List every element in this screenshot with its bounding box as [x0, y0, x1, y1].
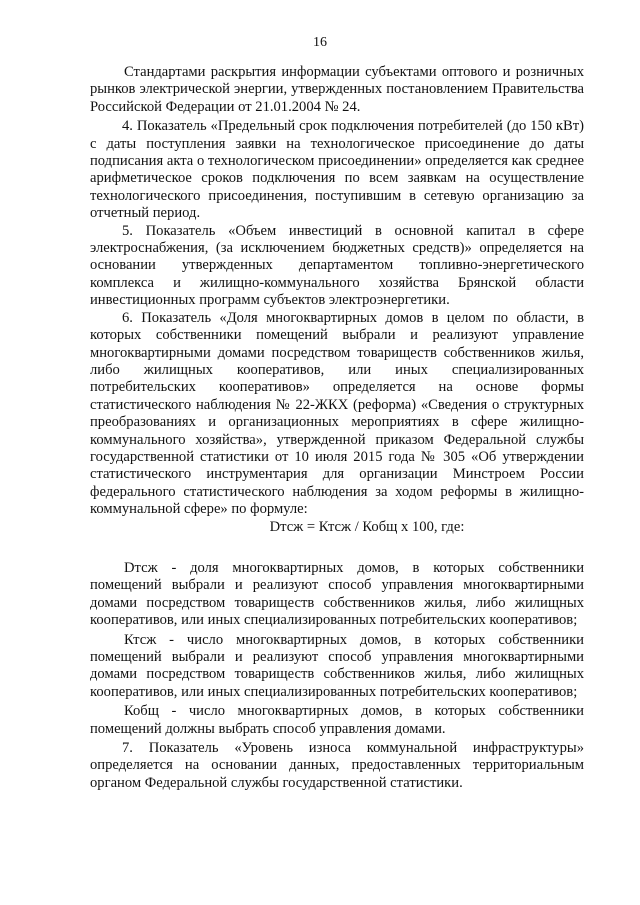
formula: Dтсж = Ктсж / Кобщ х 100, где:: [269, 518, 465, 535]
paragraph-indicator-7: 7. Показатель «Уровень износа коммунальной инфраструктуры» определяется на основании данных, предоставленных территориальным органом Федеральной службы государственной статистики.: [90, 740, 584, 791]
definition-dtszh: Dтсж - доля многоквартирных домов, в которых собственники помещений выбрали и реализуют способ управления многоквартирными домами посредством товариществ собственников жилья, либо жилищных кооперативов, или иных специализированных потребительских кооперативов;: [90, 559, 584, 629]
page-number: 16: [313, 35, 327, 50]
definition-ktszh: Ктсж - число многоквартирных домов, в которых собственники помещений выбрали и реализуют способ управления многоквартирными домами посредством товариществ собственников жилья, либо жилищных кооперативов, или иных специализированных потребительских кооперативов;: [90, 631, 584, 700]
definition-kobsh: Кобщ - число многоквартирных домов, в которых собственники помещений должны выбрать способ управления домами.: [90, 703, 584, 737]
paragraph-indicator-4: 4. Показатель «Предельный срок подключения потребителей (до 150 кВт) с даты поступления заявки на технологическое присоединение до даты подписания акта о технологическом присоединении» определяется как среднее арифметическое сроков подключения по всем заявкам на осуществление технологического присоединения, поступившим в сетевую организацию за отчетный период.: [90, 118, 584, 222]
document-body: [90, 64, 584, 792]
paragraph-standards: Стандартами раскрытия информации субъектами оптового и розничных рынков электрической энергии, утвержденных постановлением Правительства Российской Федерации от 21.01.2004 № 24.: [90, 64, 584, 115]
blank-gap: [90, 536, 584, 560]
paragraph-indicator-6: 6. Показатель «Доля многоквартирных домов в целом по области, в которых собственники помещений выбрали и реализуют управление многоквартирными домами посредством товариществ собственников жилья, либо жилищных кооперативов, или иных специализированных потребительских кооперативов» определяется на основе формы статистического наблюдения № 22-ЖКХ (реформа) «Сведения о структурных преобразованиях и организационных мероприятиях в сфере жилищно-коммунального хозяйства», утвержденной приказом Федеральной службы государственной статистики от 10 июля 2015 года № 305 «Об утверждении статистического инструментария для организации Минстроем России федерального статистического наблюдения за ходом реформы в жилищно-коммунальной сфере» по формуле:: [90, 309, 584, 518]
paragraph-indicator-5: 5. Показатель «Объем инвестиций в основной капитал в сфере электроснабжения, (за исключением бюджетных средств)» определяется на основании утвержденных департаментом топливно-энергетического комплекса и жилищно-коммунального хозяйства Брянской области инвестиционных программ субъектов электроэнергетики.: [90, 222, 584, 309]
